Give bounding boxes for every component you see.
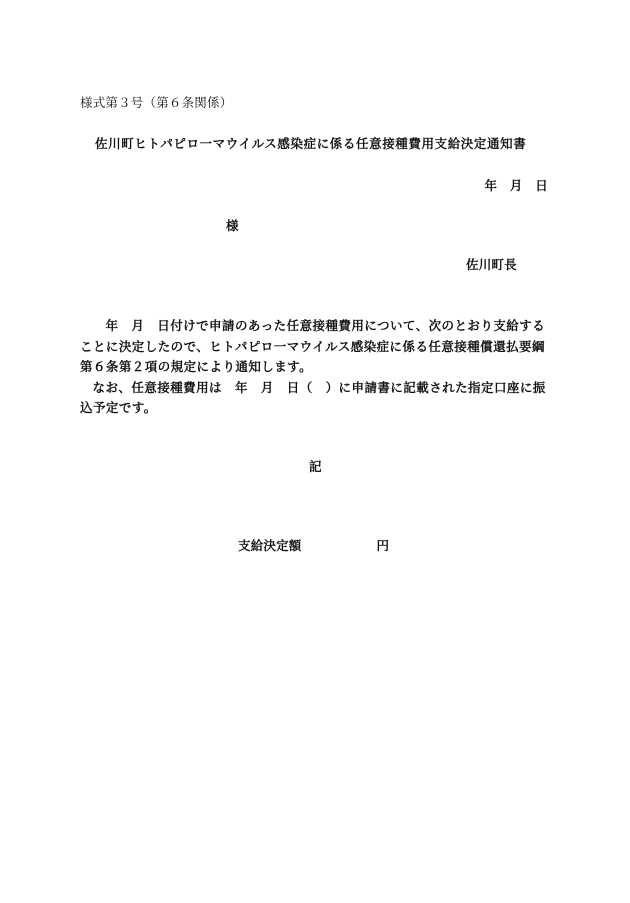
- date-line: 年 月 日: [484, 178, 548, 193]
- recipient-suffix: 様: [226, 218, 239, 233]
- body-text: [80, 316, 552, 419]
- ki-heading: 記: [309, 459, 322, 474]
- amount-label: 支給決定額: [238, 538, 302, 553]
- amount-line: [238, 538, 389, 554]
- issuer-name: 佐川町長: [466, 257, 517, 272]
- body-paragraph-1: 年 月 日付けで申請のあった任意接種費用について、次のとおり支給することに決定したので、ヒトパピロ一マウイルス感染症に係る任意接種償還払要綱第６条第２項の規定により通知します。: [80, 318, 546, 374]
- amount-unit: 円: [376, 538, 390, 553]
- document-title: 佐川町ヒトパピロ一マウイルス感染症に係る任意接種費用支給決定通知書: [95, 136, 527, 151]
- form-number: 様式第３号（第６条関係）: [80, 95, 233, 110]
- body-paragraph-2: なお、任意接種費用は 年 月 日（ ）に申請書に記載された指定口座に振込予定です。: [80, 379, 546, 415]
